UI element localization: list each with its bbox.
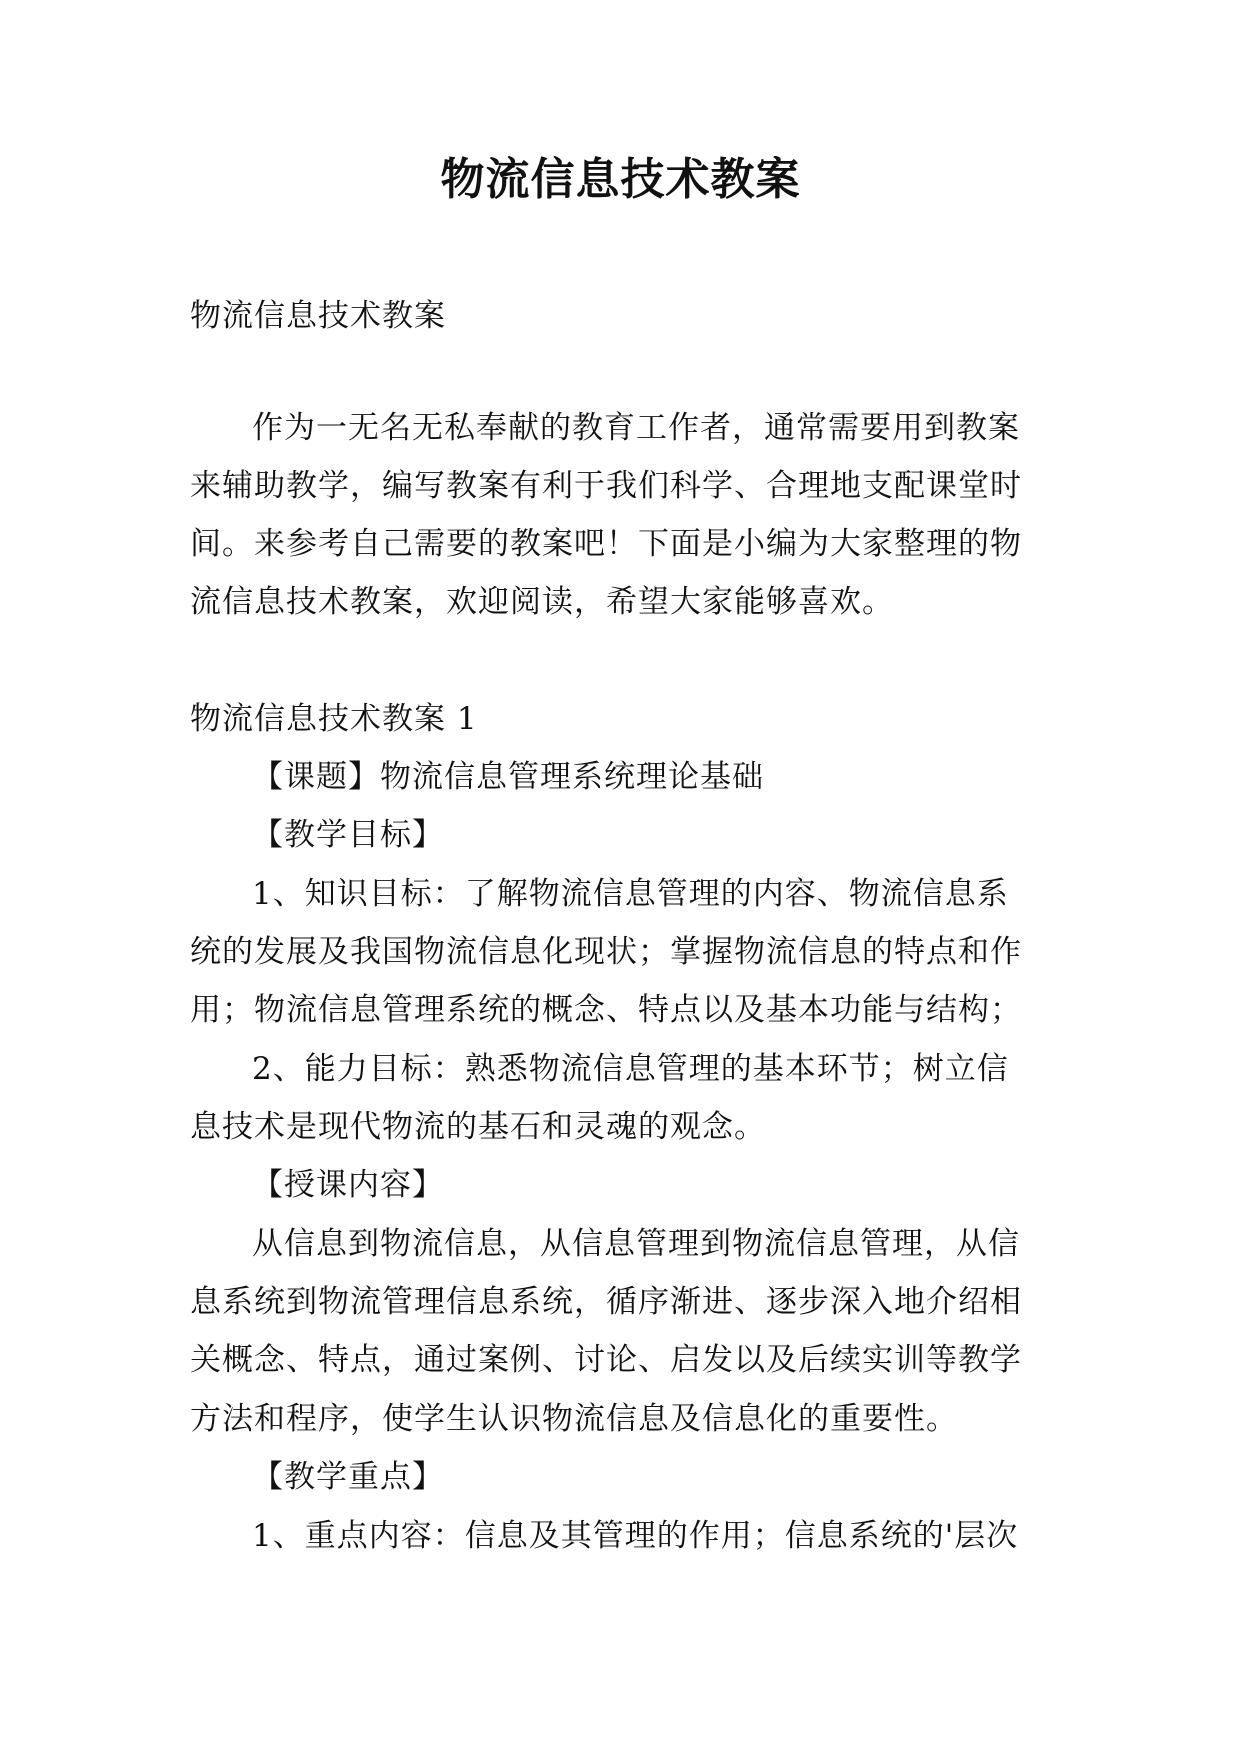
- body-line-subtitle: 物流信息技术教案: [190, 298, 446, 334]
- body-line-goals-heading: 【教学目标】: [252, 817, 444, 853]
- body-line-content-3: 关概念、特点，通过案例、讨论、启发以及后续实训等教学: [190, 1342, 1022, 1378]
- body-line-goal-1a: 1、知识目标：了解物流信息管理的内容、物流信息系: [252, 876, 1009, 912]
- body-line-intro-3: 间。来参考自己需要的教案吧！下面是小编为大家整理的物: [190, 526, 1022, 562]
- body-line-content-heading: 【授课内容】: [252, 1167, 444, 1203]
- body-line-goal-2b: 息技术是现代物流的基石和灵魂的观念。: [190, 1109, 766, 1145]
- body-line-keypoints-heading: 【教学重点】: [252, 1459, 444, 1495]
- body-line-keypoints-1: 1、重点内容：信息及其管理的作用；信息系统的'层次: [252, 1518, 1019, 1554]
- body-line-content-2: 息系统到物流管理信息系统，循序渐进、逐步深入地介绍相: [190, 1284, 1022, 1320]
- document-title: 物流信息技术教案: [440, 154, 801, 205]
- body-line-goal-2a: 2、能力目标：熟悉物流信息管理的基本环节；树立信: [252, 1051, 1009, 1087]
- body-line-section-heading: 物流信息技术教案 1: [190, 701, 478, 737]
- body-line-intro-4: 流信息技术教案，欢迎阅读，希望大家能够喜欢。: [190, 584, 894, 620]
- body-line-content-1: 从信息到物流信息，从信息管理到物流信息管理，从信: [252, 1226, 1020, 1262]
- body-line-intro-2: 来辅助教学，编写教案有利于我们科学、合理地支配课堂时: [190, 468, 1022, 504]
- body-line-content-4: 方法和程序，使学生认识物流信息及信息化的重要性。: [190, 1401, 958, 1437]
- body-line-goal-1b: 统的发展及我国物流信息化现状；掌握物流信息的特点和作: [190, 934, 1022, 970]
- body-line-topic: 【课题】物流信息管理系统理论基础: [252, 759, 764, 795]
- body-line-goal-1c: 用；物流信息管理系统的概念、特点以及基本功能与结构；: [190, 992, 1022, 1028]
- body-line-intro-1: 作为一无名无私奉献的教育工作者，通常需要用到教案: [252, 410, 1020, 446]
